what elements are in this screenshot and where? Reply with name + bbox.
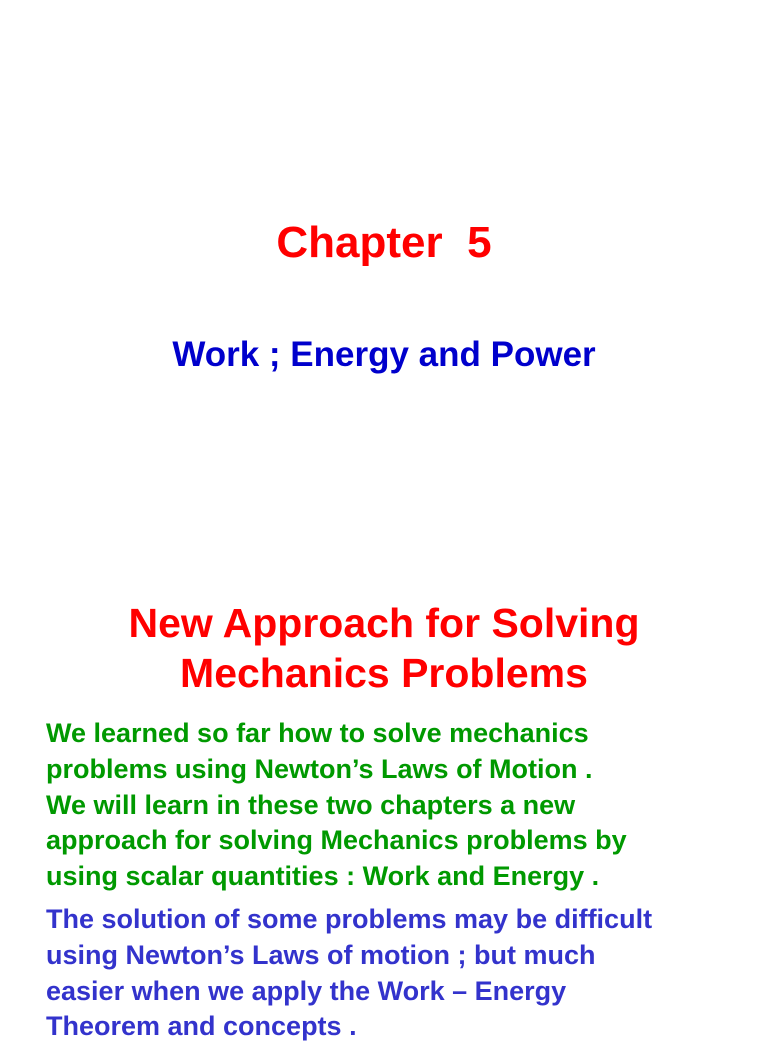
section-title-line: New Approach for Solving bbox=[128, 600, 640, 646]
paragraph-line: using Newton’s Laws of motion ; but much bbox=[46, 939, 596, 970]
paragraph-line: The solution of some problems may be difficult bbox=[46, 904, 653, 934]
paragraph-line: We will learn in these two chapters a new bbox=[46, 789, 576, 820]
section-title bbox=[0, 598, 768, 698]
paragraph-line: approach for solving Mechanics problems by bbox=[46, 825, 627, 856]
paragraph-line: Theorem and concepts . bbox=[46, 1011, 357, 1042]
paragraph-line: problems using Newton’s Laws of Motion . bbox=[46, 753, 593, 784]
paragraph-line: We learned so far how to solve mechanics bbox=[46, 718, 589, 748]
paragraph-line: using scalar quantities : Work and Energy . bbox=[46, 861, 600, 892]
slide-new-approach bbox=[0, 512, 768, 1042]
chapter-title: Chapter 5 bbox=[276, 218, 492, 267]
slide-chapter-title bbox=[0, 0, 768, 512]
paragraph-line: easier when we apply the Work – Energy bbox=[46, 975, 567, 1006]
chapter-subtitle: Work ; Energy and Power bbox=[172, 335, 596, 374]
paragraph-solution-difficult bbox=[46, 902, 765, 1045]
section-title-line: Mechanics Problems bbox=[180, 650, 588, 696]
paragraph-learned-so-far bbox=[46, 716, 765, 895]
